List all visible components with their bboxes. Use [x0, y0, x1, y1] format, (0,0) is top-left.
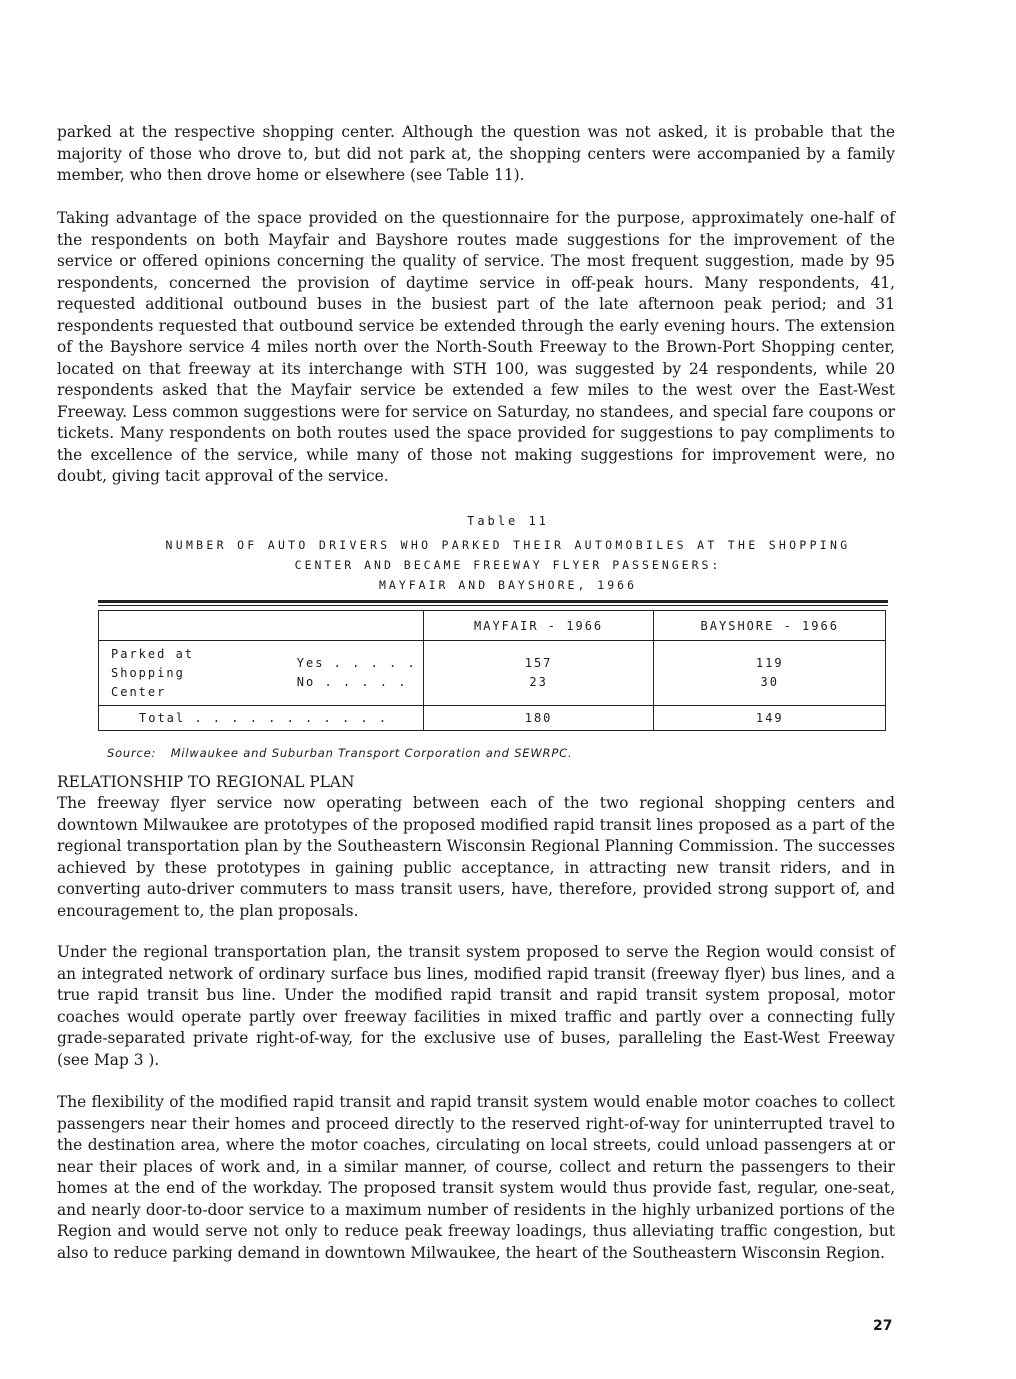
auto-drivers-table: [98, 610, 886, 731]
data-table: [98, 600, 888, 731]
paragraph-5: The flexibility of the modified rapid transit and rapid transit system would enable motor coaches to collect passengers near their homes and proceed directly to the reserved right-of-way for uninterrupted travel to the destination area, where the motor coaches, circulating on local streets, could unload passengers at or near their places of work and, in a similar manner, of course, collect and return the passengers to their homes at the end of the workday. The proposed transit system would thus provide fast, regular, one-seat, and nearly door-to-door service to a maximum number of residents in the highly urbanized portions of the Region and would serve not only to reduce peak freeway loadings, thus alleviating traffic congestion, but also to reduce parking demand in downtown Milwaukee, the heart of the Southeastern Wisconsin Region.: [57, 1093, 895, 1262]
yes-label: Yes . . . . .: [296, 656, 417, 670]
mayfair-yes-value: 157: [524, 656, 553, 670]
page-number: 27: [873, 1318, 893, 1334]
parked-label-cell: [99, 641, 424, 706]
paragraph-1: parked at the respective shopping center. Although the question was not asked, it is probable that the majority of those who drove to, but did not park at, the shopping centers were accompanied by a family member, who then drove home or elsewhere (see Table 11).: [57, 123, 895, 184]
header-mayfair: MAYFAIR - 1966: [423, 611, 654, 641]
row-label-shopping: Shopping: [111, 665, 185, 680]
section-heading: RELATIONSHIP TO REGIONAL PLAN: [57, 773, 355, 791]
table-header-row: [99, 611, 886, 641]
paragraph-2: Taking advantage of the space provided on the questionnaire for the purpose, approximately one-half of the respondents on both Mayfair and Bayshore routes made suggestions for the improvement of the service or offered opinions concerning the quality of service. The most frequent suggestion, made by 95 respondents, concerned the provision of daytime service in off-peak hours. Many respondents, 41, requested additional outbound buses in the busiest part of the late afternoon peak period; and 31 respondents requested that outbound service be extended through the early evening hours. The extension of the Bayshore service 4 miles north over the North-South Freeway to the Brown-Port Shopping center, located on that freeway at its interchange with STH 100, was suggested by 24 respondents, while 20 respondents asked that the Mayfair service be extended a few miles to the west over the East-West Freeway. Less common suggestions were for service on Saturday, no standees, and special fare coupons or tickets. Many respondents on both routes used the space provided for suggestions to pay compliments to the excellence of the service, while many of those not making suggestions for improvement were, no doubt, giving tacit approval of the service.: [57, 209, 895, 485]
source-label: Source:: [107, 746, 157, 760]
mayfair-total-value: 180: [423, 706, 654, 731]
table-rule-thin: [98, 605, 888, 606]
paragraph-4: Under the regional transportation plan, the transit system proposed to serve the Region would consist of an integrated network of ordinary surface bus lines, modified rapid transit (freeway flyer) bus lines, and a true rapid transit bus line. Under the modified rapid transit and rapid transit system proposal, motor coaches would operate partly over freeway facilities in mixed traffic and partly over a connecting fully grade-separated private right-of-way, for the exclusive use of buses, paralleling the East-West Freeway (see Map 3 ).: [57, 943, 895, 1069]
table-row-parked: [99, 641, 886, 706]
table-row-total: [99, 706, 886, 731]
table-title-line-3: MAYFAIR AND BAYSHORE, 1966: [378, 578, 637, 592]
row-label-parked-at: Parked at: [111, 646, 195, 661]
total-label: Total . . . . . . . . . . .: [99, 706, 424, 731]
table-label: Table 11: [467, 514, 549, 528]
bayshore-total-value: 149: [654, 706, 886, 731]
bayshore-no-value: 30: [760, 675, 779, 689]
paragraph-3: The freeway flyer service now operating between each of the two regional shopping centers and downtown Milwaukee are prototypes of the proposed modified rapid transit lines proposed as a part of the regional transportation plan by the Southeastern Wisconsin Regional Planning Commission. The successes achieved by these prototypes in gaining public acceptance, in attracting new transit riders, and in converting auto-driver commuters to mass transit users, have, therefore, provided strong support of, and encouragement to, the plan proposals.: [57, 794, 895, 920]
header-blank-cell: [99, 611, 424, 641]
table-rule-top: [98, 600, 888, 603]
bayshore-yes-value: 119: [755, 656, 784, 670]
mayfair-no-value: 23: [529, 675, 548, 689]
source-text: Milwaukee and Suburban Transport Corporation and SEWRPC.: [170, 746, 573, 760]
mayfair-values-cell: [423, 641, 654, 706]
no-label: No . . . . .: [296, 675, 408, 689]
table-source-note: [107, 746, 572, 760]
table-title-line-1: NUMBER OF AUTO DRIVERS WHO PARKED THEIR AUTOMOBILES AT THE SHOPPING: [165, 538, 851, 552]
bayshore-values-cell: [654, 641, 886, 706]
table-title-line-2: CENTER AND BECAME FREEWAY FLYER PASSENGERS:: [294, 558, 722, 572]
row-label-center: Center: [111, 684, 167, 699]
header-bayshore: BAYSHORE - 1966: [654, 611, 886, 641]
